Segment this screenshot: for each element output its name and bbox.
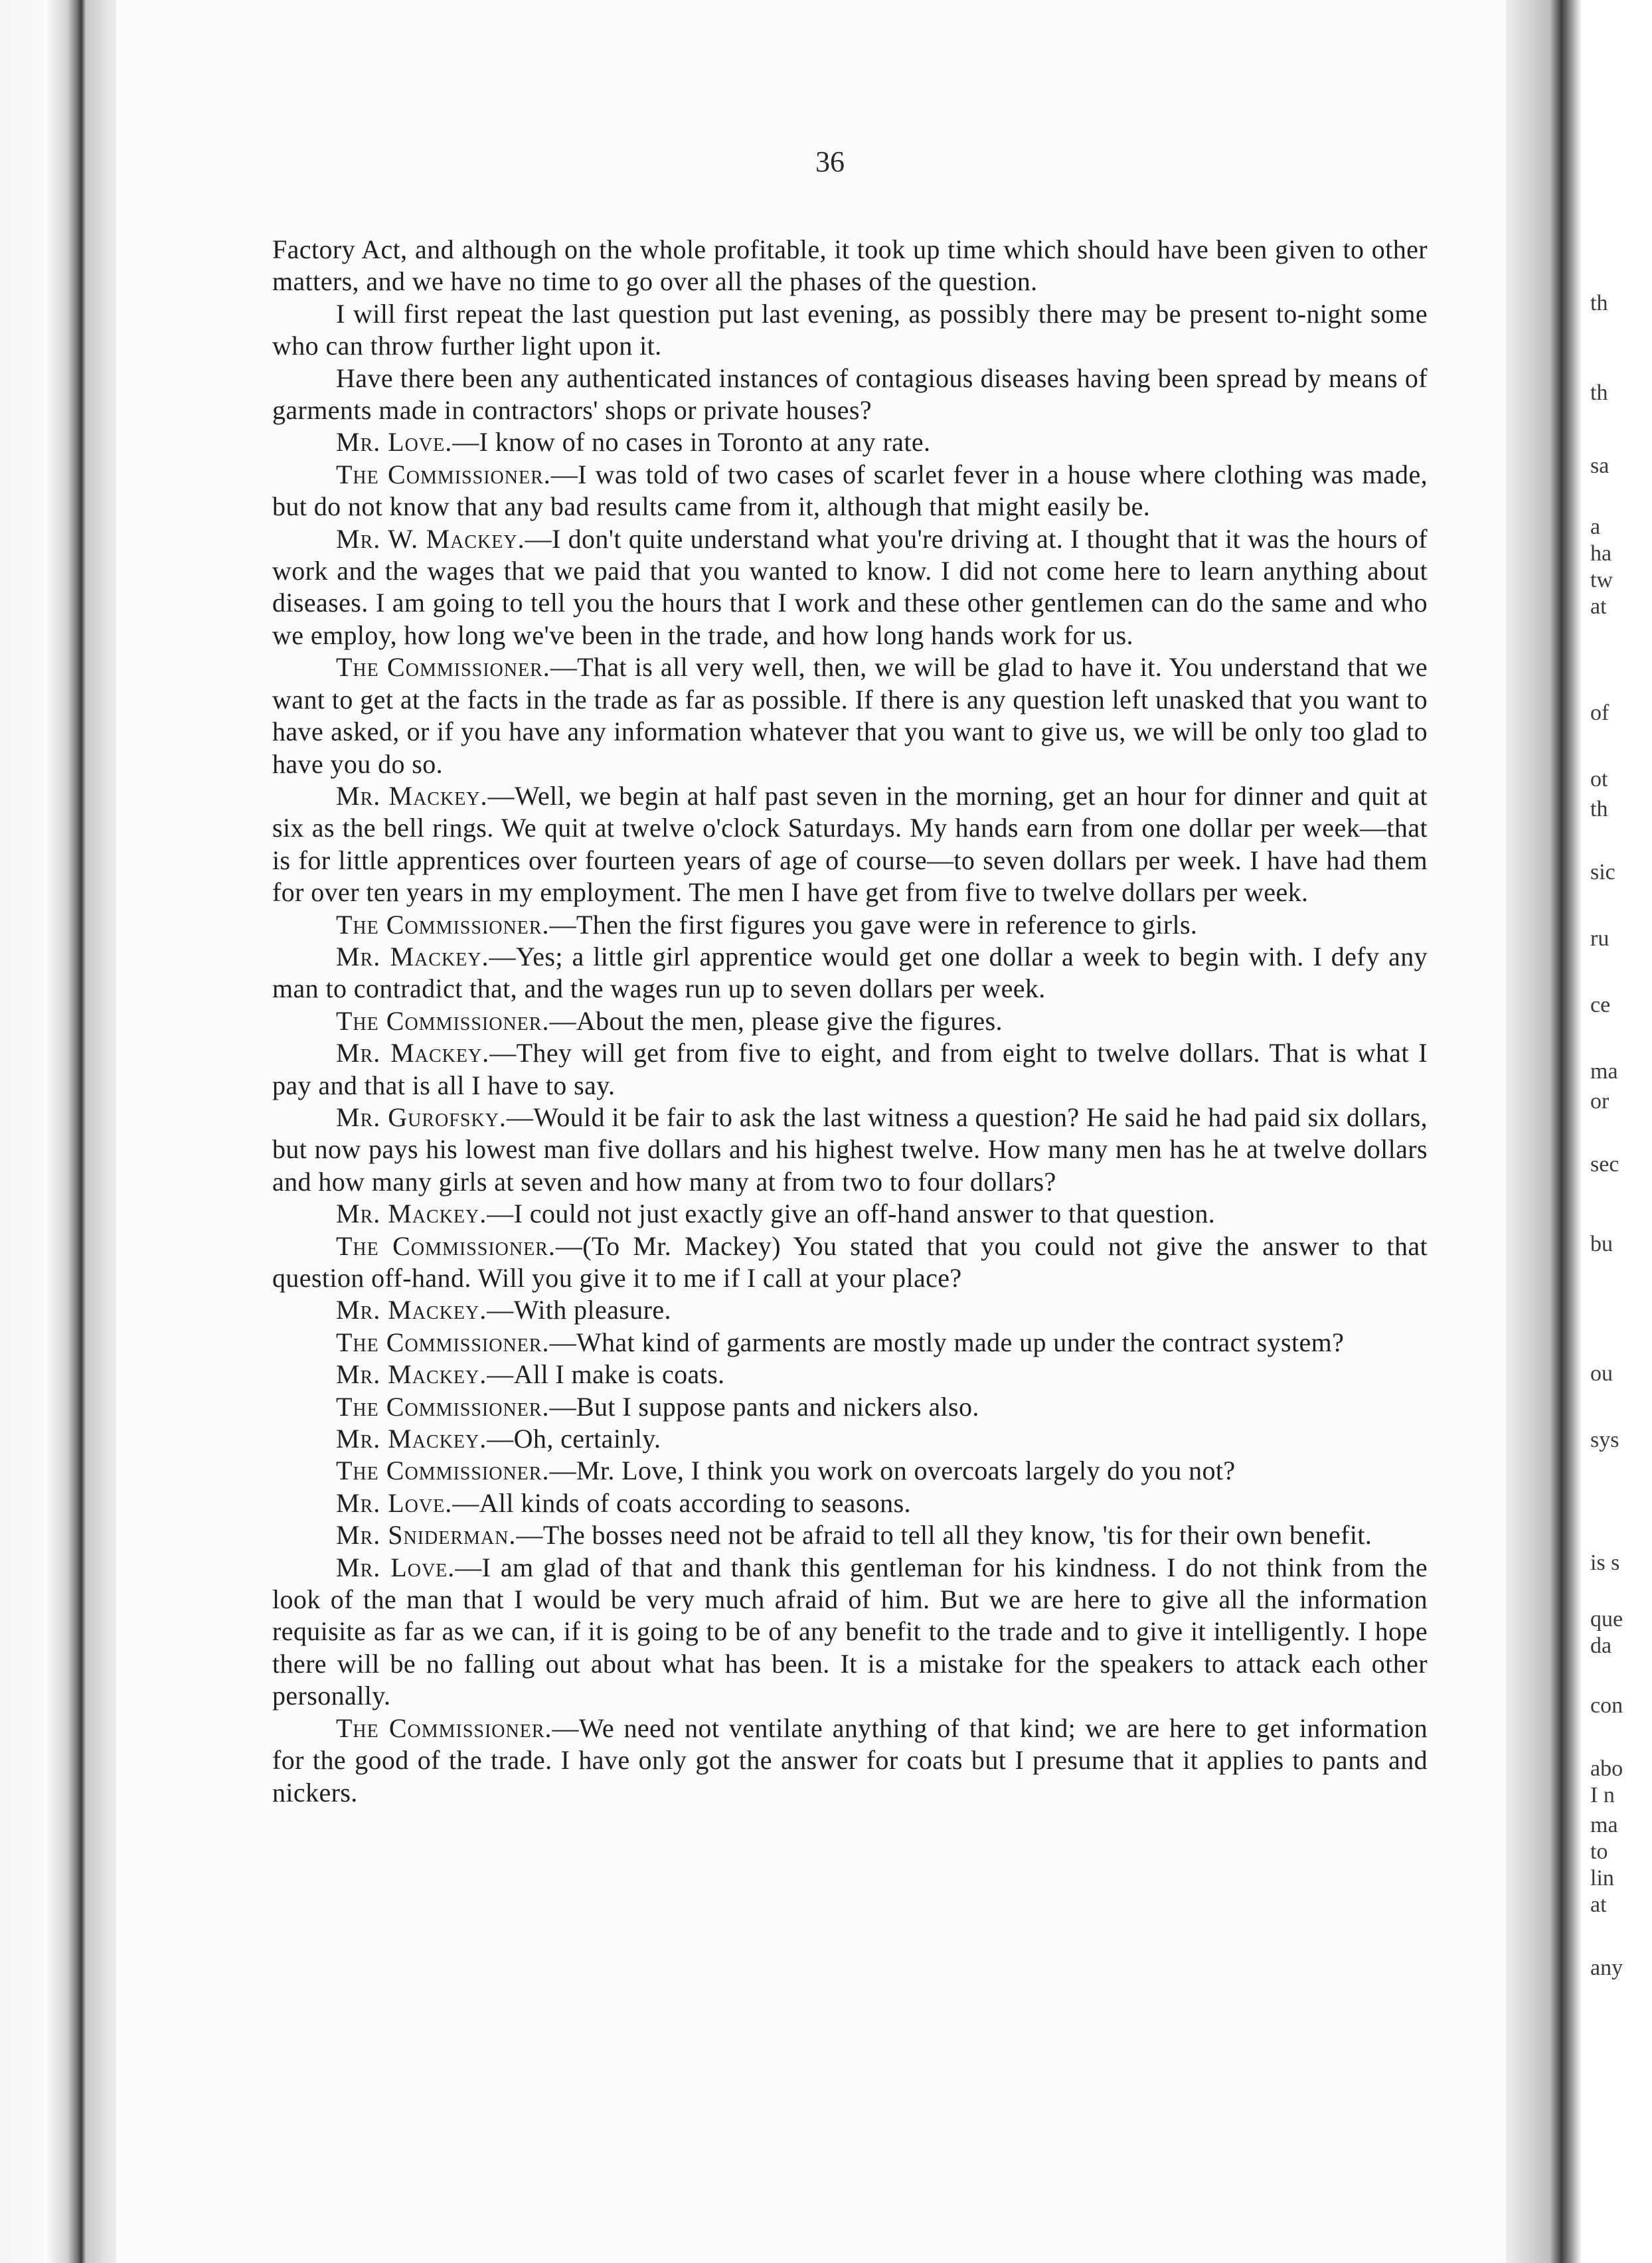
paragraph [272,459,1428,523]
paragraph-text: —About the men, please give the figures. [549,1005,1003,1036]
facing-page-fragment: bu [1590,1232,1613,1256]
paragraph [272,234,1428,298]
scan-left-edge [0,0,116,2263]
paragraph-text: —All kinds of coats according to seasons. [452,1487,911,1518]
facing-page-fragment: ma [1590,1059,1618,1084]
speaker-name: The Commissioner. [336,1713,552,1743]
paragraph [272,1455,1428,1487]
facing-page-fragment: at [1590,1892,1607,1917]
paragraph [272,1552,1428,1713]
facing-page-fragment: ou [1590,1361,1613,1386]
facing-page-fragment: or [1590,1089,1610,1114]
facing-page-fragment: I n [1590,1783,1615,1807]
paragraph-text: —I was told of two cases of scarlet fever in a house where clothing was made, but do not know that any bad results came from it, although that might easily be. [272,459,1428,522]
speaker-name: Mr. Love. [336,1552,455,1582]
body-text [272,234,1428,1809]
speaker-name: The Commissioner. [336,1230,556,1261]
paragraph [272,363,1428,427]
speaker-name: Mr. Mackey. [336,941,489,971]
paragraph [272,523,1428,652]
paragraph-text: —I could not just exactly give an off-hand answer to that question. [487,1199,1216,1229]
paragraph-text: I will first repeat the last question put last evening, as possibly there may be present to-night some who can throw further light upon it. [272,298,1428,361]
paragraph-text: —I know of no cases in Toronto at any rate. [452,427,931,458]
speaker-name: The Commissioner. [336,909,550,940]
facing-page-fragment: ot [1590,767,1608,792]
speaker-name: The Commissioner. [336,1391,550,1422]
facing-page-fragment: sic [1590,860,1615,884]
paragraph-text: —Oh, certainly. [487,1424,661,1454]
paragraph [272,1423,1428,1455]
paragraph-text: —We need not ventilate anything of that kind; we are here to get information for the good of the trade. I have only got the answer for coats but I presume that it applies to pants and nickers. [272,1713,1428,1807]
facing-page-fragment: da [1590,1634,1612,1658]
facing-page-fragment: sec [1590,1152,1619,1177]
paragraph-text: —They will get from five to eight, and from eight to twelve dollars. That is what I pay and that is all I have to say. [272,1038,1428,1100]
paragraph-text: —Yes; a little girl apprentice would get one dollar a week to begin with. I defy any man to contradict that, and the wages run up to seven dollars per week. [272,941,1428,1004]
speaker-name: Mr. Mackey. [336,1359,487,1390]
paragraph-text: —Would it be fair to ask the last witness a question? He said he had paid six dollars, but now pays his lowest man five dollars and his highest twelve. How many men has he at twelve dollars and how many girls at seven and how many at from two to four dollars? [272,1102,1428,1197]
paragraph [272,298,1428,363]
facing-page-fragment: lin [1590,1866,1614,1890]
facing-page-fragment: sys [1590,1428,1619,1452]
facing-page-fragment: th [1590,291,1608,315]
facing-page-fragment: is s [1590,1551,1620,1575]
page-number: 36 [815,145,845,178]
speaker-name: Mr. Gurofsky. [336,1102,507,1132]
paragraph-text: —Well, we begin at half past seven in the morning, get an hour for dinner and quit at six as the bell rings. We quit at twelve o'clock Saturdays. My hands earn from one dollar per week—that is for little apprentices over fourteen years of age of course—to seven dollars per week. I have had them for over ten years in my employment. The men I have get from five to twelve dollars per week. [272,780,1428,908]
speaker-name: Mr. Mackey. [336,1295,487,1325]
paragraph [272,1005,1428,1037]
paragraph-text: —The bosses need not be afraid to tell all they know, 'tis for their own benefit. [516,1520,1372,1551]
paragraph-text: Have there been any authenticated instances of contagious diseases having been spread by means of garments made in contractors' shops or private houses? [272,363,1428,426]
facing-page-fragment: ce [1590,993,1611,1017]
paragraph-text: —I don't quite understand what you're driving at. I thought that it was the hours of work and the wages that we paid that you wanted to know. I did not come here to learn anything about diseases. I am going to tell you the hours that I work and these other gentlemen can do the same and who we employ, how long we've been in the trade, and how long hands work for us. [272,523,1428,650]
paragraph [272,1487,1428,1519]
paragraph-text: —Mr. Love, I think you work on overcoats largely do you not? [549,1456,1236,1486]
paragraph [272,426,1428,458]
speaker-name: Mr. Mackey. [336,780,488,811]
speaker-name: The Commissioner. [336,1456,550,1486]
paragraph [272,1391,1428,1423]
paragraph-text: —Then the first figures you gave were in reference to girls. [549,909,1198,940]
speaker-name: The Commissioner. [336,1005,550,1036]
facing-page-fragment: th [1590,380,1608,405]
paragraph [272,1230,1428,1295]
facing-page-fragment: abo [1590,1756,1623,1781]
speaker-name: Mr. Mackey. [336,1038,490,1068]
facing-page-fragment: a [1590,515,1601,539]
paragraph [272,1713,1428,1809]
paragraph [272,1102,1428,1198]
paragraph-text: —I am glad of that and thank this gentleman for his kindness. I do not think from the look of the man that I would be very much afraid of him. But we are here to give all the information requisite as far as we can, if it is going to be of any benefit to the trade and to give it intelligently. I hope there will be no falling out about what has been. It is a mistake for the speakers to attack each other personally. [272,1552,1428,1711]
facing-page-fragment: tw [1590,568,1613,592]
facing-page-fragment: at [1590,594,1607,619]
facing-page-fragment: ru [1590,926,1610,951]
paragraph [272,1519,1428,1551]
speaker-name: The Commissioner. [336,652,550,683]
paragraph-text: —What kind of garments are mostly made up under the contract system? [549,1327,1345,1357]
facing-page-fragment: ha [1590,541,1612,566]
facing-page-fragment: ma [1590,1813,1618,1837]
speaker-name: Mr. Mackey. [336,1424,487,1454]
facing-page-fragment: any [1590,1956,1623,1980]
speaker-name: Mr. Love. [336,427,453,458]
paragraph [272,1037,1428,1102]
facing-page-fragment: th [1590,797,1608,821]
paragraph [272,1198,1428,1230]
paragraph-text: —All I make is coats. [487,1359,725,1390]
paragraph [272,1327,1428,1359]
paragraph [272,1294,1428,1326]
paragraph-text: —With pleasure. [487,1295,671,1325]
speaker-name: The Commissioner. [336,1327,550,1357]
speaker-name: Mr. Love. [336,1487,453,1518]
facing-page-fragment: que [1590,1607,1623,1632]
paragraph [272,909,1428,941]
facing-page-fragment: con [1590,1693,1623,1718]
facing-page-fragment: sa [1590,454,1610,478]
paragraph [272,1359,1428,1390]
facing-page-fragments [1590,0,1652,2263]
speaker-name: Mr. Sniderman. [336,1520,517,1551]
paragraph-text: —That is all very well, then, we will be glad to have it. You understand that we want to get at the facts in the trade as far as possible. If there is any question left unasked that you want to have asked, or if you have any information whatever that you want to give us, we will be only too glad to have you do so. [272,652,1428,779]
speaker-name: The Commissioner. [336,459,551,489]
paragraph-text: Factory Act, and although on the whole profitable, it took up time which should have been given to other matters, and we have no time to go over all the phases of the question. [272,234,1428,297]
paragraph [272,651,1428,780]
paragraph [272,780,1428,909]
speaker-name: Mr. W. Mackey. [336,523,525,554]
facing-page-fragment: to [1590,1839,1608,1864]
paragraph-text: —But I suppose pants and nickers also. [549,1391,979,1422]
facing-page-fragment: of [1590,701,1610,725]
paragraph-text: —(To Mr. Mackey) You stated that you could not give the answer to that question off-hand. Will you give it to me if I call at your place? [272,1230,1428,1293]
paragraph [272,941,1428,1005]
speaker-name: Mr. Mackey. [336,1199,487,1229]
